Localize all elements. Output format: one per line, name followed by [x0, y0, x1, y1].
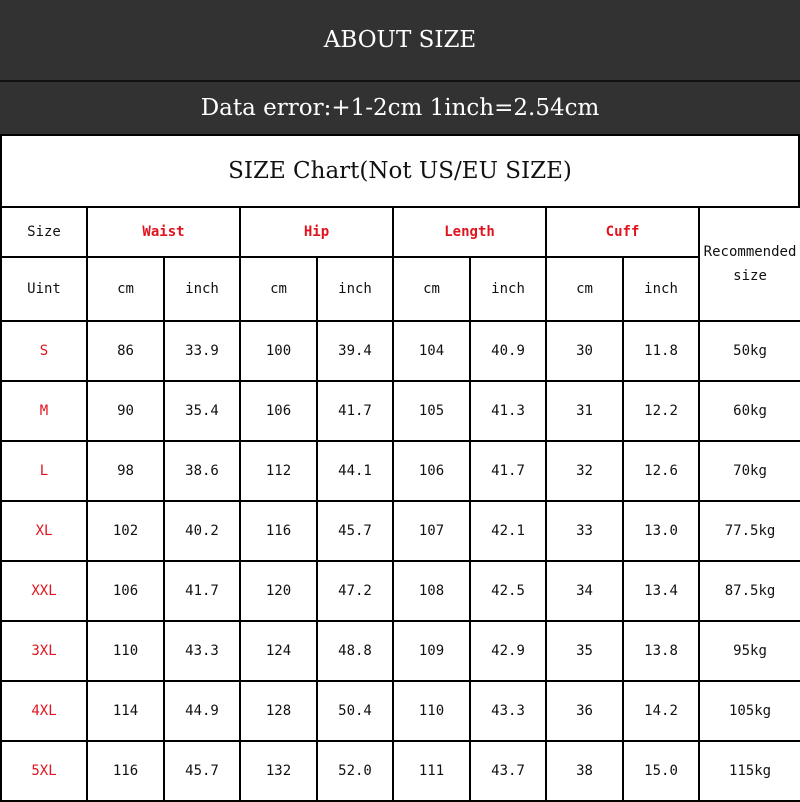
length-inch-cell: 40.9 [470, 321, 546, 381]
size-chart-table [0, 206, 800, 802]
data-error-banner [0, 80, 800, 134]
length-cm-cell: 106 [393, 441, 470, 501]
hip-cm-cell: 128 [240, 681, 317, 741]
length-cm-cell: 108 [393, 561, 470, 621]
hip-cm-cell: 124 [240, 621, 317, 681]
hip-inch-cell: 52.0 [317, 741, 393, 801]
recommended-size-cell: 50kg [699, 321, 800, 381]
hip-cm-cell: 112 [240, 441, 317, 501]
length-cm-header: cm [393, 257, 470, 321]
cuff-cm-cell: 33 [546, 501, 623, 561]
hip-cm-cell: 116 [240, 501, 317, 561]
cuff-inch-cell: 14.2 [623, 681, 699, 741]
size-cell: XXL [1, 561, 87, 621]
size-cell: S [1, 321, 87, 381]
cuff-cm-cell: 30 [546, 321, 623, 381]
waist-inch-cell: 41.7 [164, 561, 240, 621]
waist-cm-cell: 86 [87, 321, 164, 381]
cuff-inch-header: inch [623, 257, 699, 321]
waist-cm-cell: 98 [87, 441, 164, 501]
waist-cm-header: cm [87, 257, 164, 321]
table-row [1, 441, 800, 501]
length-inch-cell: 43.7 [470, 741, 546, 801]
length-cm-cell: 111 [393, 741, 470, 801]
length-inch-cell: 41.3 [470, 381, 546, 441]
hip-cm-cell: 120 [240, 561, 317, 621]
chart-title-bar [0, 134, 800, 206]
hip-inch-cell: 50.4 [317, 681, 393, 741]
hip-inch-cell: 48.8 [317, 621, 393, 681]
hip-inch-cell: 41.7 [317, 381, 393, 441]
recommended-size-header: Recommended size [699, 207, 800, 321]
cuff-header: Cuff [546, 207, 699, 257]
size-cell: 4XL [1, 681, 87, 741]
recommended-size-cell: 87.5kg [699, 561, 800, 621]
size-header: Size [1, 207, 87, 257]
table-row [1, 501, 800, 561]
size-cell: M [1, 381, 87, 441]
waist-inch-header: inch [164, 257, 240, 321]
data-error-note: Data error:+1-2cm 1inch=2.54cm [200, 95, 600, 121]
unit-header: Uint [1, 257, 87, 321]
length-cm-cell: 109 [393, 621, 470, 681]
waist-cm-cell: 106 [87, 561, 164, 621]
cuff-inch-cell: 13.8 [623, 621, 699, 681]
about-size-banner [0, 0, 800, 80]
recommended-size-cell: 105kg [699, 681, 800, 741]
hip-inch-cell: 47.2 [317, 561, 393, 621]
cuff-inch-cell: 15.0 [623, 741, 699, 801]
waist-inch-cell: 33.9 [164, 321, 240, 381]
cuff-cm-cell: 34 [546, 561, 623, 621]
waist-inch-cell: 35.4 [164, 381, 240, 441]
waist-cm-cell: 110 [87, 621, 164, 681]
length-inch-cell: 41.7 [470, 441, 546, 501]
cuff-inch-cell: 13.0 [623, 501, 699, 561]
waist-cm-cell: 116 [87, 741, 164, 801]
recommended-size-cell: 70kg [699, 441, 800, 501]
hip-header: Hip [240, 207, 393, 257]
waist-inch-cell: 43.3 [164, 621, 240, 681]
length-cm-cell: 105 [393, 381, 470, 441]
header-row-measurements [1, 207, 800, 257]
size-cell: 5XL [1, 741, 87, 801]
cuff-inch-cell: 12.2 [623, 381, 699, 441]
length-header: Length [393, 207, 546, 257]
cuff-cm-cell: 36 [546, 681, 623, 741]
length-inch-cell: 42.5 [470, 561, 546, 621]
cuff-cm-cell: 32 [546, 441, 623, 501]
length-cm-cell: 110 [393, 681, 470, 741]
table-row [1, 681, 800, 741]
hip-inch-header: inch [317, 257, 393, 321]
size-cell: 3XL [1, 621, 87, 681]
cuff-cm-header: cm [546, 257, 623, 321]
cuff-inch-cell: 11.8 [623, 321, 699, 381]
cuff-cm-cell: 35 [546, 621, 623, 681]
hip-cm-header: cm [240, 257, 317, 321]
cuff-inch-cell: 12.6 [623, 441, 699, 501]
waist-cm-cell: 102 [87, 501, 164, 561]
recommended-size-cell: 115kg [699, 741, 800, 801]
table-row [1, 321, 800, 381]
size-cell: XL [1, 501, 87, 561]
recommended-size-cell: 77.5kg [699, 501, 800, 561]
recommended-size-cell: 60kg [699, 381, 800, 441]
hip-cm-cell: 100 [240, 321, 317, 381]
waist-cm-cell: 90 [87, 381, 164, 441]
hip-inch-cell: 45.7 [317, 501, 393, 561]
length-cm-cell: 107 [393, 501, 470, 561]
size-cell: L [1, 441, 87, 501]
table-row [1, 741, 800, 801]
length-cm-cell: 104 [393, 321, 470, 381]
waist-cm-cell: 114 [87, 681, 164, 741]
length-inch-cell: 42.1 [470, 501, 546, 561]
hip-cm-cell: 106 [240, 381, 317, 441]
table-row [1, 381, 800, 441]
cuff-cm-cell: 38 [546, 741, 623, 801]
recommended-size-cell: 95kg [699, 621, 800, 681]
waist-inch-cell: 45.7 [164, 741, 240, 801]
chart-title: SIZE Chart(Not US/EU SIZE) [228, 158, 572, 184]
hip-inch-cell: 39.4 [317, 321, 393, 381]
length-inch-cell: 42.9 [470, 621, 546, 681]
length-inch-header: inch [470, 257, 546, 321]
table-row [1, 621, 800, 681]
length-inch-cell: 43.3 [470, 681, 546, 741]
cuff-cm-cell: 31 [546, 381, 623, 441]
hip-inch-cell: 44.1 [317, 441, 393, 501]
waist-inch-cell: 40.2 [164, 501, 240, 561]
waist-inch-cell: 38.6 [164, 441, 240, 501]
waist-inch-cell: 44.9 [164, 681, 240, 741]
table-row [1, 561, 800, 621]
hip-cm-cell: 132 [240, 741, 317, 801]
banner-title: ABOUT SIZE [323, 27, 477, 53]
waist-header: Waist [87, 207, 240, 257]
cuff-inch-cell: 13.4 [623, 561, 699, 621]
header-row-units [1, 257, 800, 321]
